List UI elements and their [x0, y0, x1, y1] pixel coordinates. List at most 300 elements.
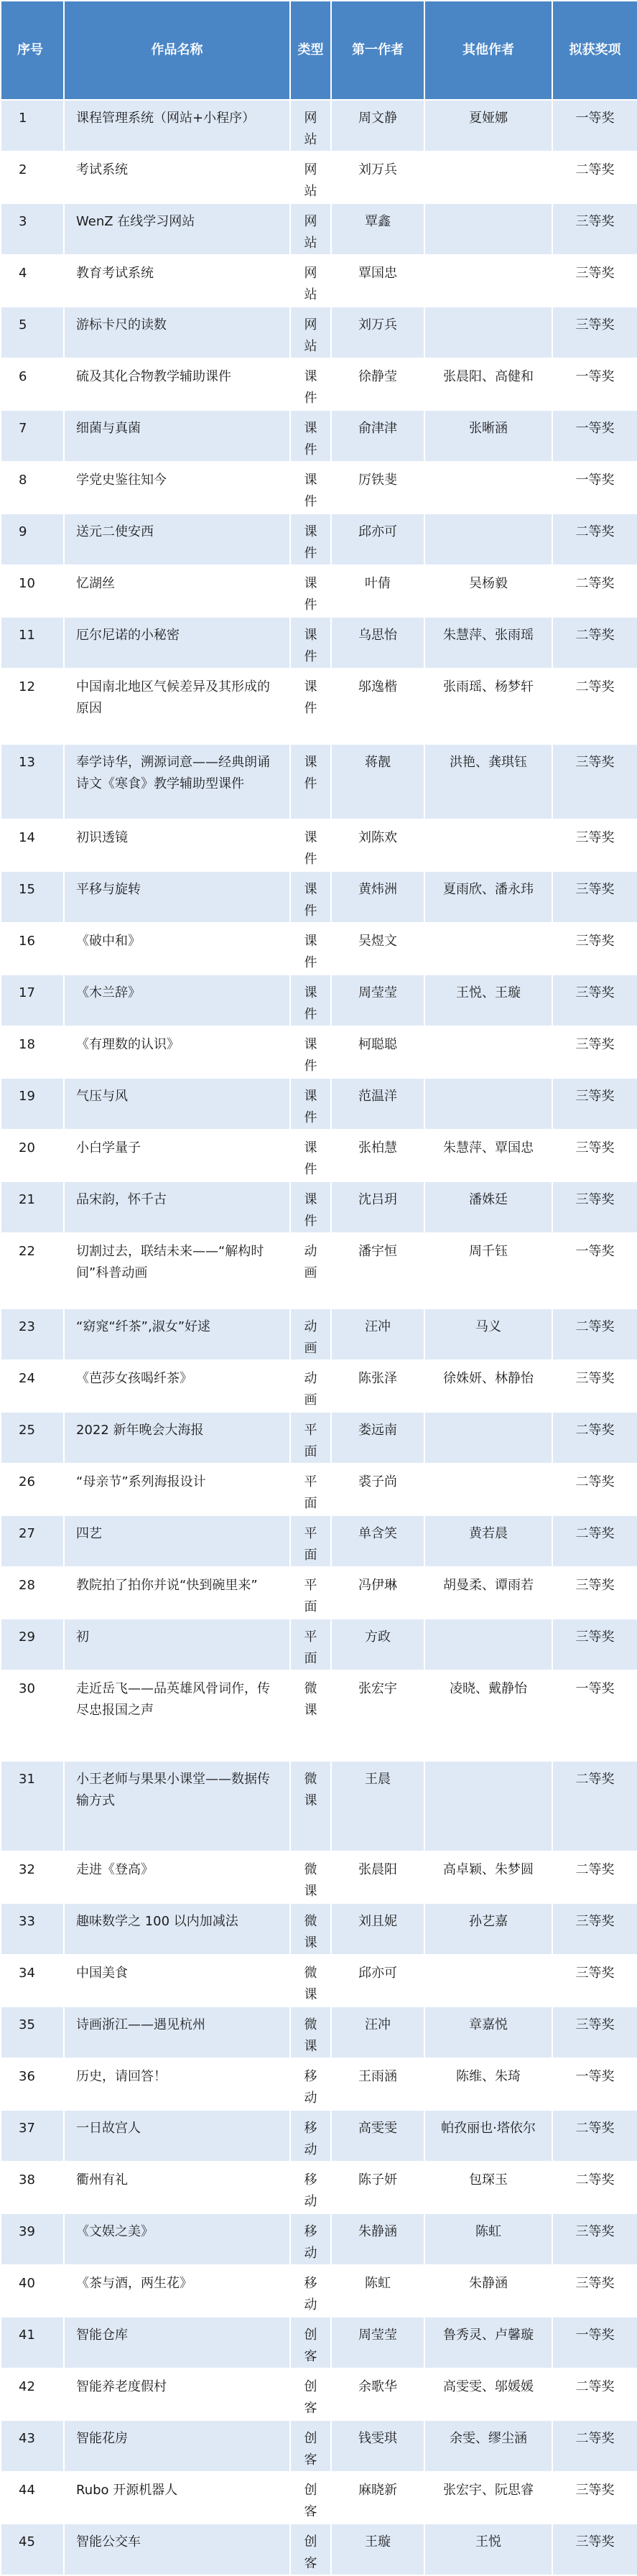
cell-others-text: 周千钰: [469, 1244, 508, 1259]
cell-title: [64, 1761, 290, 1851]
cell-type: [290, 255, 331, 307]
cell-award: [552, 975, 637, 1026]
cell-author-text: 邬逸楷: [358, 679, 397, 694]
cell-title: [64, 2317, 290, 2368]
cell-others: [424, 2110, 552, 2162]
cell-author-text: 冯伊琳: [358, 1578, 397, 1593]
cell-title-text: 硫及其化合物教学辅助课件: [76, 369, 231, 384]
cell-no: [1, 2368, 64, 2420]
cell-no: [1, 819, 64, 871]
cell-title-text: 历史，请回答！: [76, 2069, 167, 2084]
cell-type-text: 动画: [304, 1319, 317, 1356]
cell-award: [552, 1851, 637, 1903]
cell-no-text: 3: [19, 214, 27, 229]
cell-no: [1, 100, 64, 152]
cell-no: [1, 2058, 64, 2110]
cell-others: [424, 1761, 552, 1851]
cell-award-text: 二等奖: [575, 2431, 615, 2446]
header-row: [1, 1, 637, 100]
cell-title-text: 小白学量子: [76, 1140, 141, 1156]
cell-type-text: 创客: [304, 2431, 317, 2468]
cell-title-text: 品宋韵，怀千古: [76, 1192, 167, 1207]
cell-no: [1, 744, 64, 819]
cell-author: [331, 1464, 424, 1515]
table-row: [1, 744, 637, 819]
cell-author: [331, 255, 424, 307]
cell-title: [64, 871, 290, 923]
cell-others-text: [432, 1027, 544, 1034]
cell-title-text: 智能公交车: [76, 2534, 141, 2549]
cell-no: [1, 203, 64, 255]
cell-author-text: 汪冲: [365, 2017, 391, 2032]
cell-type-text: 课件: [304, 985, 317, 1022]
cell-type: [290, 2420, 331, 2472]
cell-type-text: 网站: [304, 111, 317, 147]
cell-no: [1, 2162, 64, 2213]
cell-type-text: 移动: [304, 2121, 317, 2157]
cell-no: [1, 1360, 64, 1412]
cell-title: [64, 410, 290, 462]
cell-no: [1, 1851, 64, 1903]
cell-no: [1, 617, 64, 669]
cell-no-text: 42: [19, 2379, 35, 2394]
cell-title: [64, 1955, 290, 2007]
cell-author: [331, 2162, 424, 2213]
cell-type-text: 网站: [304, 317, 317, 354]
cell-no-text: 27: [19, 1526, 35, 1541]
table-row: [1, 565, 637, 617]
cell-author: [331, 1619, 424, 1670]
cell-others: [424, 2265, 552, 2317]
cell-title: [64, 1619, 290, 1670]
cell-type: [290, 923, 331, 975]
cell-type-text: 课件: [304, 576, 317, 613]
cell-author: [331, 2368, 424, 2420]
cell-award: [552, 1464, 637, 1515]
cell-no: [1, 2317, 64, 2368]
cell-others-text: [432, 1464, 544, 1471]
cell-award-text: 三等奖: [575, 2017, 615, 2032]
cell-type: [290, 307, 331, 358]
cell-type-text: 课件: [304, 628, 317, 664]
cell-no: [1, 1515, 64, 1567]
cell-others: [424, 358, 552, 410]
cell-award-text: 二等奖: [575, 628, 615, 643]
cell-author: [331, 1761, 424, 1851]
cell-type-text: 课件: [304, 755, 317, 791]
table-row: [1, 410, 637, 462]
cell-type-text: 课件: [304, 369, 317, 406]
cell-author-text: 柯聪聪: [358, 1037, 397, 1052]
cell-others: [424, 255, 552, 307]
cell-type-text: 创客: [304, 2483, 317, 2519]
cell-others-text: 朱慧萍、覃国忠: [443, 1140, 534, 1156]
cell-others: [424, 2472, 552, 2524]
cell-award-text: 三等奖: [575, 1914, 615, 1929]
cell-title-text: 走进《登高》: [76, 1862, 154, 1877]
cell-others-text: [432, 462, 544, 470]
cell-award: [552, 307, 637, 358]
cell-type: [290, 1903, 331, 1955]
cell-title: [64, 1851, 290, 1903]
cell-title-text: 智能仓库: [76, 2328, 128, 2343]
table-row: [1, 2524, 637, 2575]
cell-title-text: 一日故宫人: [76, 2121, 141, 2136]
cell-title-text: 学党史鉴往知今: [76, 473, 167, 488]
cell-others-text: 吴杨毅: [469, 576, 508, 591]
cell-no-text: 43: [19, 2431, 35, 2446]
cell-title: [64, 513, 290, 565]
cell-title-text: “母亲节”系列海报设计: [76, 1474, 206, 1489]
cell-author-text: 叶倩: [365, 576, 391, 591]
cell-award: [552, 152, 637, 203]
cell-type: [290, 1761, 331, 1851]
cell-award: [552, 617, 637, 669]
cell-others: [424, 1619, 552, 1670]
table-body: [1, 100, 637, 2575]
cell-award-text: 三等奖: [575, 266, 615, 281]
cell-award: [552, 462, 637, 513]
cell-award-text: 三等奖: [575, 2224, 615, 2239]
cell-type: [290, 2162, 331, 2213]
cell-author-text: 覃国忠: [358, 266, 397, 281]
cell-title: [64, 1903, 290, 1955]
cell-title: [64, 462, 290, 513]
cell-type-text: 课件: [304, 1192, 317, 1229]
cell-no: [1, 1619, 64, 1670]
table-row: [1, 871, 637, 923]
cell-title-text: 奉学诗华，溯源词意——经典朗诵诗文《寒食》教学辅助型课件: [76, 755, 270, 791]
cell-author-text: 裘子尚: [358, 1474, 397, 1489]
cell-type: [290, 1567, 331, 1619]
cell-award: [552, 2110, 637, 2162]
table-row: [1, 923, 637, 975]
cell-others-text: 朱慧萍、张雨瑶: [443, 628, 534, 643]
cell-no: [1, 1181, 64, 1233]
cell-type: [290, 1412, 331, 1464]
cell-no: [1, 358, 64, 410]
cell-no-text: 23: [19, 1319, 35, 1334]
cell-type: [290, 2007, 331, 2058]
cell-award: [552, 2058, 637, 2110]
cell-no-text: 22: [19, 1244, 35, 1259]
cell-award-text: 二等奖: [575, 1526, 615, 1541]
cell-award-text: 二等奖: [575, 2172, 615, 2187]
cell-others: [424, 871, 552, 923]
cell-author: [331, 410, 424, 462]
cell-award-text: 三等奖: [575, 830, 615, 845]
table-row: [1, 1078, 637, 1130]
cell-author-text: 黄炜洲: [358, 882, 397, 897]
cell-type: [290, 1515, 331, 1567]
cell-title: [64, 1464, 290, 1515]
cell-author: [331, 617, 424, 669]
cell-type: [290, 975, 331, 1026]
cell-others: [424, 1464, 552, 1515]
table-row: [1, 307, 637, 358]
cell-no: [1, 565, 64, 617]
cell-author: [331, 1903, 424, 1955]
cell-author-text: 刘陈欢: [358, 830, 397, 845]
cell-type-text: 移动: [304, 2172, 317, 2209]
cell-title: [64, 2110, 290, 2162]
cell-author-text: 周文静: [358, 111, 397, 126]
cell-title: [64, 819, 290, 871]
cell-others-text: [432, 924, 544, 931]
cell-no: [1, 2007, 64, 2058]
cell-others-text: 马义: [475, 1319, 501, 1334]
cell-title-text: 四艺: [76, 1526, 102, 1541]
cell-type-text: 网站: [304, 266, 317, 302]
cell-author: [331, 1515, 424, 1567]
cell-others-text: 王悦、王璇: [456, 985, 521, 1000]
cell-type-text: 平面: [304, 1578, 317, 1614]
table-row: [1, 1955, 637, 2007]
cell-no: [1, 255, 64, 307]
cell-type-text: 微课: [304, 1681, 317, 1718]
cell-title: [64, 669, 290, 744]
cell-others: [424, 1851, 552, 1903]
cell-title: [64, 2368, 290, 2420]
cell-author-text: 朱静涵: [358, 2224, 397, 2239]
table-row: [1, 1412, 637, 1464]
cell-no: [1, 2472, 64, 2524]
cell-others: [424, 617, 552, 669]
cell-others: [424, 462, 552, 513]
cell-award: [552, 100, 637, 152]
cell-others-text: 孙艺嘉: [469, 1914, 508, 1929]
cell-no-text: 24: [19, 1371, 35, 1386]
cell-others-text: [432, 1619, 544, 1627]
cell-type-text: 移动: [304, 2069, 317, 2106]
cell-title: [64, 2213, 290, 2265]
cell-award-text: 二等奖: [575, 1423, 615, 1438]
cell-no-text: 2: [19, 162, 27, 177]
cell-award: [552, 1181, 637, 1233]
cell-author: [331, 152, 424, 203]
cell-award: [552, 2368, 637, 2420]
cell-others-text: [432, 204, 544, 211]
cell-title: [64, 2058, 290, 2110]
cell-no-text: 19: [19, 1089, 35, 1104]
cell-type: [290, 1130, 331, 1181]
cell-author: [331, 669, 424, 744]
cell-title: [64, 2007, 290, 2058]
cell-no: [1, 1903, 64, 1955]
cell-no-text: 40: [19, 2276, 35, 2291]
cell-author: [331, 2317, 424, 2368]
cell-no-text: 38: [19, 2172, 35, 2187]
cell-no-text: 30: [19, 1681, 35, 1696]
cell-author-text: 周莹莹: [358, 985, 397, 1000]
table-row: [1, 2420, 637, 2472]
cell-award: [552, 565, 637, 617]
cell-type: [290, 1181, 331, 1233]
cell-type: [290, 2058, 331, 2110]
cell-award-text: 二等奖: [575, 162, 615, 177]
cell-type-text: 平面: [304, 1423, 317, 1459]
table-row: [1, 358, 637, 410]
cell-author: [331, 203, 424, 255]
cell-no-text: 11: [19, 628, 35, 643]
cell-type-text: 移动: [304, 2276, 317, 2312]
cell-title: [64, 2472, 290, 2524]
cell-title: [64, 2420, 290, 2472]
cell-others: [424, 1412, 552, 1464]
cell-type: [290, 1360, 331, 1412]
cell-type-text: 微课: [304, 1772, 317, 1808]
cell-title: [64, 203, 290, 255]
cell-no-text: 41: [19, 2328, 35, 2343]
cell-award-text: 三等奖: [575, 1371, 615, 1386]
cell-no-text: 8: [19, 473, 27, 488]
cell-type: [290, 513, 331, 565]
cell-award-text: 三等奖: [575, 2276, 615, 2291]
table-row: [1, 1515, 637, 1567]
cell-no: [1, 1955, 64, 2007]
cell-no: [1, 2213, 64, 2265]
cell-others: [424, 2162, 552, 2213]
cell-award: [552, 669, 637, 744]
cell-award-text: 二等奖: [575, 576, 615, 591]
cell-award-text: 二等奖: [575, 524, 615, 539]
cell-type-text: 网站: [304, 214, 317, 251]
cell-award: [552, 1761, 637, 1851]
cell-no-text: 36: [19, 2069, 35, 2084]
cell-award-text: 三等奖: [575, 1629, 615, 1645]
cell-no-text: 18: [19, 1037, 35, 1052]
table-row: [1, 2213, 637, 2265]
cell-type: [290, 1619, 331, 1670]
table-row: [1, 1903, 637, 1955]
cell-no-text: 45: [19, 2534, 35, 2549]
cell-award-text: 二等奖: [575, 1474, 615, 1489]
cell-type: [290, 617, 331, 669]
cell-author-text: 范温洋: [358, 1089, 397, 1104]
cell-author-text: 陈虹: [365, 2276, 391, 2291]
cell-title-text: 2022 新年晚会大海报: [76, 1423, 204, 1438]
cell-others-text: 洪艳、龚琪钰: [450, 755, 527, 770]
cell-award: [552, 2317, 637, 2368]
cell-author-text: 乌思怡: [358, 628, 397, 643]
cell-title: [64, 1078, 290, 1130]
table-row: [1, 152, 637, 203]
cell-title: [64, 1360, 290, 1412]
cell-author-text: 覃鑫: [365, 214, 391, 229]
cell-author-text: 余歌华: [358, 2379, 397, 2394]
cell-others: [424, 1360, 552, 1412]
cell-title-text: WenZ 在线学习网站: [76, 214, 195, 229]
cell-title-text: 《芭莎女孩喝纤茶》: [76, 1371, 192, 1386]
cell-type-text: 微课: [304, 2017, 317, 2054]
table-row: [1, 513, 637, 565]
cell-others: [424, 2317, 552, 2368]
cell-award-text: 三等奖: [575, 317, 615, 333]
cell-type-text: 平面: [304, 1629, 317, 1666]
cell-award: [552, 744, 637, 819]
cell-author: [331, 975, 424, 1026]
cell-others: [424, 1903, 552, 1955]
cell-type-text: 课件: [304, 934, 317, 970]
cell-type-text: 移动: [304, 2224, 317, 2261]
cell-others-text: 陈虹: [475, 2224, 501, 2239]
cell-award-text: 三等奖: [575, 2534, 615, 2549]
cell-no: [1, 1567, 64, 1619]
cell-no: [1, 1233, 64, 1308]
cell-no: [1, 2265, 64, 2317]
cell-others: [424, 2420, 552, 2472]
cell-author-text: 沈吕玥: [358, 1192, 397, 1207]
cell-award-text: 一等奖: [575, 421, 615, 436]
table-row: [1, 2110, 637, 2162]
cell-author: [331, 2007, 424, 2058]
cell-type: [290, 565, 331, 617]
cell-title-text: 细菌与真菌: [76, 421, 141, 436]
cell-award: [552, 513, 637, 565]
cell-title-text: 智能花房: [76, 2431, 128, 2446]
cell-others: [424, 1130, 552, 1181]
cell-type: [290, 2472, 331, 2524]
cell-award-text: 二等奖: [575, 1319, 615, 1334]
table-row: [1, 462, 637, 513]
cell-title-text: 中国南北地区气候差异及其形成的原因: [76, 679, 270, 716]
cell-type-text: 动画: [304, 1371, 317, 1408]
cell-type-text: 动画: [304, 1244, 317, 1280]
cell-others-text: 余雯、缪尘涵: [450, 2431, 527, 2446]
cell-author-text: 麻晓新: [358, 2483, 397, 2498]
cell-title-text: 游标卡尺的读数: [76, 317, 167, 333]
cell-award: [552, 1308, 637, 1360]
cell-no: [1, 1308, 64, 1360]
cell-author: [331, 358, 424, 410]
cell-no-text: 13: [19, 755, 35, 770]
cell-others-text: 鲁秀灵、卢馨璇: [443, 2328, 534, 2343]
cell-author-text: 钱雯琪: [358, 2431, 397, 2446]
cell-others: [424, 2058, 552, 2110]
cell-author-text: 邱亦可: [358, 1966, 397, 1981]
cell-no: [1, 669, 64, 744]
cell-type: [290, 744, 331, 819]
cell-award: [552, 2007, 637, 2058]
cell-no-text: 39: [19, 2224, 35, 2239]
cell-no-text: 7: [19, 421, 27, 436]
cell-author: [331, 871, 424, 923]
cell-title: [64, 923, 290, 975]
cell-others-text: 黄若晨: [469, 1526, 508, 1541]
cell-others-text: 夏娅娜: [469, 111, 508, 126]
cell-author: [331, 1670, 424, 1761]
header-title: 作品名称: [64, 1, 290, 100]
cell-award-text: 一等奖: [575, 369, 615, 384]
cell-type-text: 课件: [304, 1140, 317, 1177]
cell-award-text: 三等奖: [575, 1140, 615, 1156]
cell-no-text: 1: [19, 111, 27, 126]
cell-award: [552, 203, 637, 255]
cell-type-text: 课件: [304, 524, 317, 561]
cell-no-text: 14: [19, 830, 35, 845]
cell-title-text: 厄尔尼诺的小秘密: [76, 628, 180, 643]
cell-no-text: 34: [19, 1966, 35, 1981]
cell-no-text: 12: [19, 679, 35, 694]
cell-author-text: 汪冲: [365, 1319, 391, 1334]
cell-type: [290, 669, 331, 744]
cell-author-text: 张晨阳: [358, 1862, 397, 1877]
cell-title: [64, 2524, 290, 2575]
cell-award: [552, 2265, 637, 2317]
cell-others: [424, 1078, 552, 1130]
cell-award: [552, 255, 637, 307]
cell-author-text: 陈子妍: [358, 2172, 397, 2187]
